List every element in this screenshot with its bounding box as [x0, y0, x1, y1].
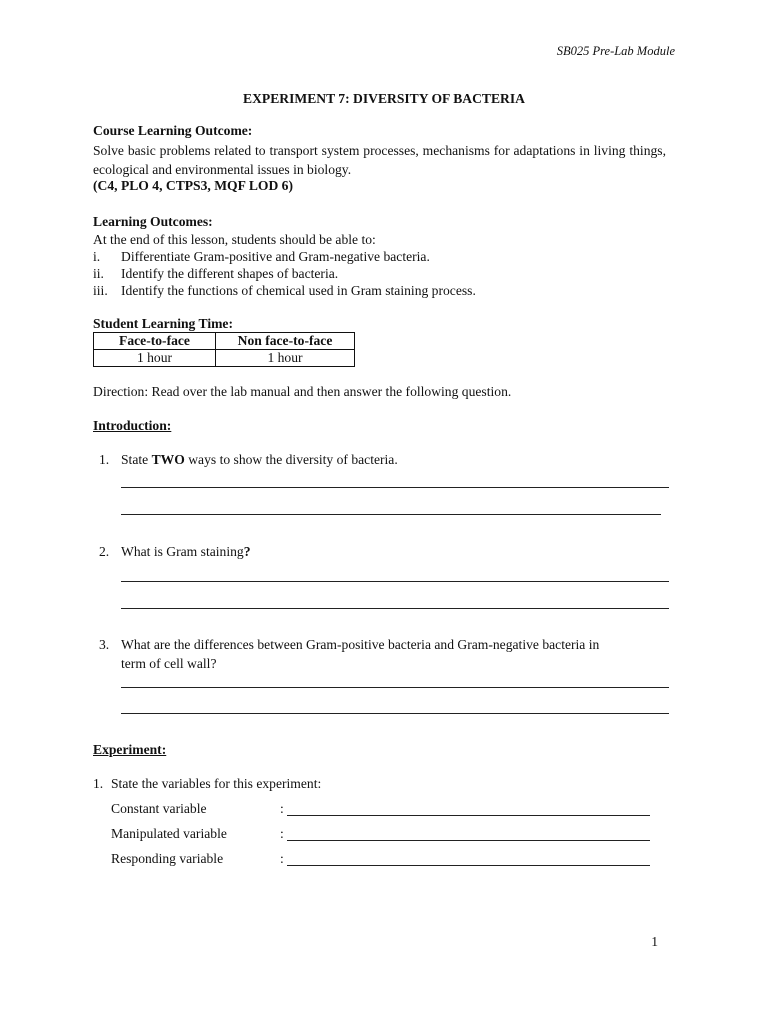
- module-header: SB025 Pre-Lab Module: [556, 44, 675, 58]
- experiment-question-text: State the variables for this experiment:: [111, 776, 322, 791]
- question-1-text: State TWO ways to show the diversity of bacteria.: [121, 452, 398, 467]
- lo-item-text: Identify the different shapes of bacteria.: [121, 266, 339, 281]
- variable-label: Constant variable: [111, 801, 207, 816]
- lo-item-num: iii.: [93, 283, 108, 298]
- lo-item-text: Identify the functions of chemical used in Gram staining process.: [121, 283, 476, 298]
- variable-answer-line[interactable]: [287, 815, 650, 816]
- answer-line[interactable]: [121, 514, 661, 515]
- slt-heading: Student Learning Time:: [93, 316, 233, 331]
- table-cell: 1 hour: [216, 350, 355, 367]
- variable-answer-line[interactable]: [287, 840, 650, 841]
- variable-label: Responding variable: [111, 851, 224, 866]
- table-header: Face-to-face: [94, 333, 216, 350]
- clo-codes: (C4, PLO 4, CTPS3, MQF LOD 6): [93, 178, 293, 193]
- question-number: 2.: [99, 544, 110, 559]
- question-number: 1.: [99, 452, 110, 467]
- variable-colon: :: [280, 851, 284, 866]
- answer-line[interactable]: [121, 608, 669, 609]
- lo-item-num: i.: [93, 249, 101, 264]
- page-number: 1: [651, 934, 658, 949]
- variable-colon: :: [280, 826, 284, 841]
- question-3-text-cont: term of cell wall?: [121, 656, 217, 671]
- lo-intro: At the end of this lesson, students should be able to:: [93, 232, 376, 247]
- answer-line[interactable]: [121, 687, 669, 688]
- variable-answer-line[interactable]: [287, 865, 650, 866]
- lo-heading: Learning Outcomes:: [93, 214, 213, 229]
- clo-text: Solve basic problems related to transport system processes, mechanisms for adaptations in living things, ecological and environmental issues in biology.: [93, 143, 666, 177]
- clo-heading: Course Learning Outcome:: [93, 123, 253, 138]
- page-title: EXPERIMENT 7: DIVERSITY OF BACTERIA: [243, 91, 525, 106]
- learning-time-table: [93, 332, 355, 367]
- question-number: 1.: [93, 776, 104, 791]
- answer-line[interactable]: [121, 487, 669, 488]
- introduction-heading: Introduction:: [93, 418, 172, 433]
- question-2-text: What is Gram staining?: [121, 544, 251, 559]
- question-3-text: What are the differences between Gram-positive bacteria and Gram-negative bacteria in: [121, 637, 600, 652]
- answer-line[interactable]: [121, 713, 669, 714]
- variable-label: Manipulated variable: [111, 826, 227, 841]
- variable-colon: :: [280, 801, 284, 816]
- lo-item-num: ii.: [93, 266, 104, 281]
- table-cell: 1 hour: [94, 350, 216, 367]
- direction-text: Direction: Read over the lab manual and then answer the following question.: [93, 384, 512, 399]
- experiment-heading: Experiment:: [93, 742, 167, 757]
- lo-item-text: Differentiate Gram-positive and Gram-negative bacteria.: [121, 249, 430, 264]
- table-header: Non face-to-face: [216, 333, 355, 350]
- question-number: 3.: [99, 637, 110, 652]
- answer-line[interactable]: [121, 581, 669, 582]
